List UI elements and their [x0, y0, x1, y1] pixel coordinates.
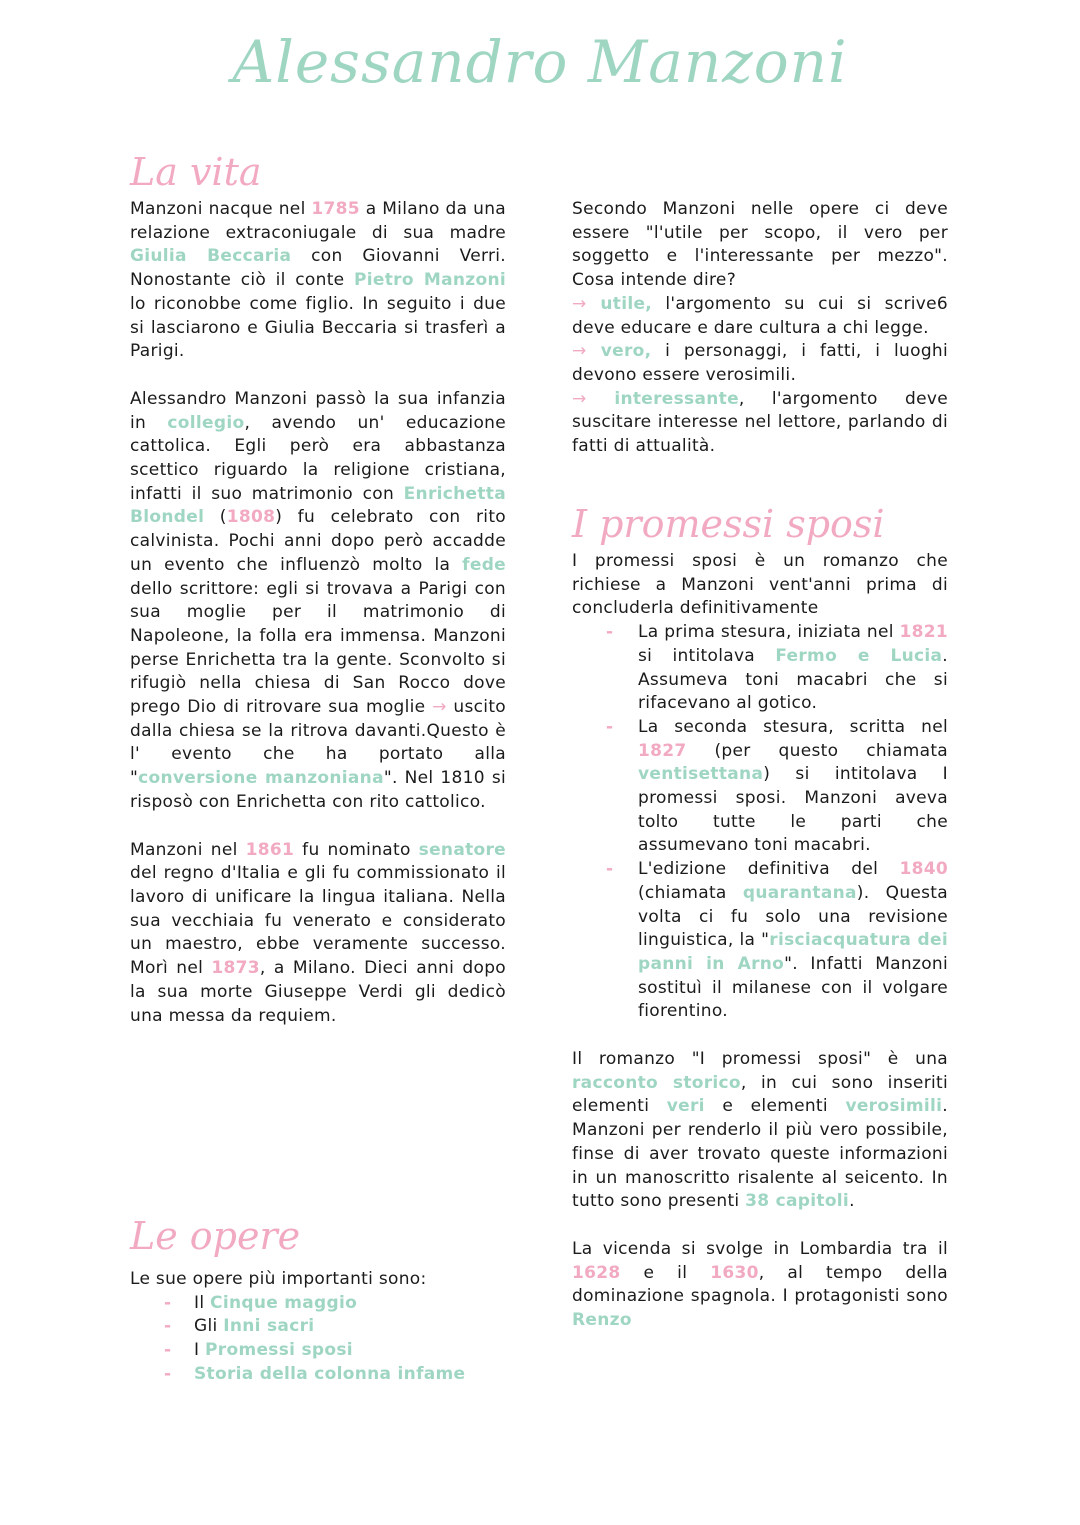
- list-item: - L'edizione definitiva del 1840 (chiamata quarantana). Questa volta ci fu solo una revisione linguistica, la "risciacquatura dei panni in Arno". Infatti Manzoni sostituì il milanese con il volgare fiorentino.: [606, 858, 948, 1024]
- poetica-point: → utile, l'argomento su cui si scrive6 deve educare e dare cultura a chi legge.: [572, 293, 949, 338]
- heading-i-promessi-sposi: I promessi sposi: [572, 502, 885, 546]
- opere-intro: Le sue opere più importanti sono:: [130, 1269, 427, 1289]
- keyword-highlight: senatore: [418, 839, 507, 860]
- list-item: - La seconda stesura, scritta nel 1827 (per questo chiamata ventisettana) si intitolava I promessi sposi. Manzoni aveva tolto tutte le parti che assumevano toni macabri.: [606, 716, 948, 858]
- name-highlight: Enrichetta Blondel: [130, 483, 506, 528]
- promessi-paragraph-2: Il romanzo "I promessi sposi" è una racconto storico, in cui sono inseriti elementi veri e elementi verosimili. Manzoni per renderlo il più vero possibile, finse di aver trovato queste informazioni in un manoscritto risalente al seicento. In tutto sono presenti 38 capitoli.: [572, 1049, 948, 1212]
- stesure-list: [572, 621, 948, 1024]
- arrow-icon: →: [572, 293, 587, 314]
- list-item: - I Promessi sposi: [164, 1339, 506, 1363]
- year-highlight: 1873: [211, 958, 260, 979]
- vita-paragraph-2: Alessandro Manzoni passò la sua infanzia in collegio, avendo un' educazione cattolica. Egli però era abbastanza scettico riguardo la religione cristiana, infatti il suo matrimonio con Enrichetta Blondel (1808) fu celebrato con rito calvinista. Pochi anni dopo però accadde un evento che influenzò molto la fede dello scrittore: egli si trovava a Parigi con sua moglie per il matrimonio di Napoleone, la folla era immensa. Manzoni perse Enrichetta tra la gente. Sconvolto si rifugiò nella chiesa di San Rocco dove prego Dio di ritrovare sua moglie → uscito dalla chiesa se la ritrova davanti.Questo è l' evento che ha portato alla "conversione manzoniana". Nel 1810 si risposò con Enrichetta con rito cattolico.: [130, 388, 506, 812]
- promessi-intro: I promessi sposi è un romanzo che richiese a Manzoni vent'anni prima di concluderla definitivamente: [572, 551, 948, 619]
- vita-paragraph-1: Manzoni nacque nel 1785 a Milano da una relazione extraconiugale di sua madre Giulia Beccaria con Giovanni Verri. Nonostante ciò il conte Pietro Manzoni lo riconobbe come figlio. In seguito i due si lasciarono e Giulia Beccaria si trasferì a Parigi.: [130, 199, 506, 362]
- promessi-paragraph-3: La vicenda si svolge in Lombardia tra il 1628 e il 1630, al tempo della dominazione spagnola. I protagonisti sono Renzo: [572, 1238, 948, 1331]
- page-title: Alessandro Manzoni: [232, 28, 848, 96]
- right-column-top: [572, 198, 948, 459]
- list-item: - Storia della colonna infame: [164, 1363, 506, 1387]
- year-highlight: 1861: [245, 839, 295, 860]
- poetica-point: → interessante, l'argomento deve suscitare interesse nel lettore, parlando di fatti di attualità.: [572, 388, 948, 457]
- year-highlight: 1808: [226, 507, 276, 528]
- vita-paragraph-3: Manzoni nel 1861 fu nominato senatore del regno d'Italia e gli fu commissionato il lavoro di unificare la lingua italiana. Nella sua vecchiaia fu venerato e considerato un maestro, ebbe veramente successo. Morì nel 1873, a Milano. Dieci anni dopo la sua morte Giuseppe Verdi gli dedicò una messa da requiem.: [130, 839, 507, 1026]
- list-item: - La prima stesura, iniziata nel 1821 si intitolava Fermo e Lucia. Assumeva toni macabri che si rifacevano al gotico.: [606, 621, 948, 716]
- opere-section: [130, 1268, 506, 1387]
- year-highlight: 1785: [311, 199, 360, 219]
- opere-list: [130, 1292, 506, 1387]
- poetica-point: → vero, i personaggi, i fatti, i luoghi devono essere verosimili.: [572, 341, 949, 385]
- heading-la-vita: La vita: [130, 150, 262, 194]
- heading-le-opere: Le opere: [130, 1214, 301, 1258]
- right-column-bottom: [572, 550, 948, 1333]
- keyword-highlight: conversione manzoniana: [138, 768, 384, 789]
- name-highlight: Giulia Beccaria: [130, 246, 292, 267]
- arrow-icon: →: [572, 388, 587, 409]
- keyword-highlight: fede: [462, 554, 506, 575]
- arrow-icon: →: [432, 697, 447, 718]
- list-item: - Il Cinque maggio: [164, 1292, 506, 1316]
- left-column: [130, 198, 506, 1028]
- arrow-icon: →: [572, 341, 587, 362]
- name-highlight: Pietro Manzoni: [354, 270, 506, 291]
- manzoni-poetica-intro: Secondo Manzoni nelle opere ci deve essere "l'utile per scopo, il vero per soggetto e l'interessante per mezzo". Cosa intende dire?: [572, 199, 948, 291]
- keyword-highlight: collegio: [167, 412, 245, 433]
- list-item: - Gli Inni sacri: [164, 1315, 506, 1339]
